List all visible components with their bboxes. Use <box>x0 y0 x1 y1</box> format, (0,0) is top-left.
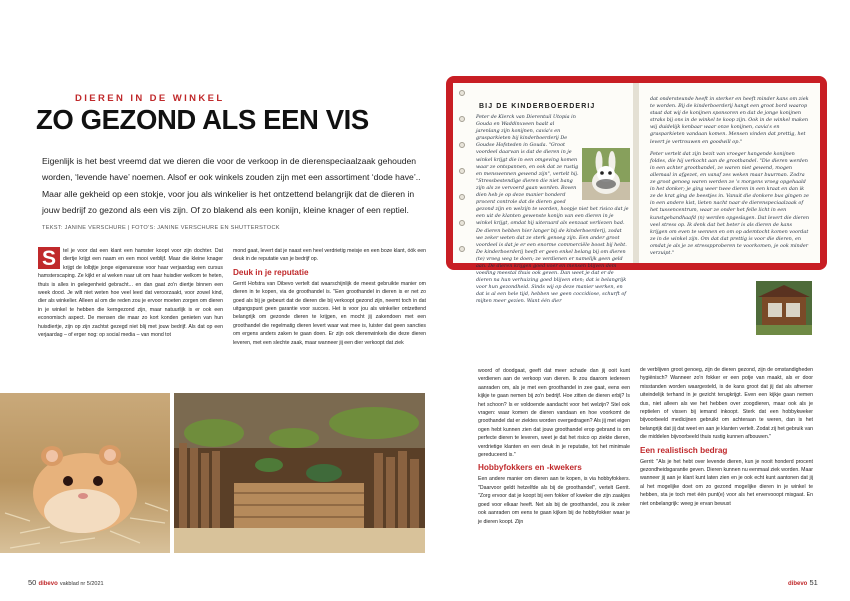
photo-credits: TEKST: JANINE VERSCHURE | FOTO'S: JANINE VERSCHURE EN SHUTTERSTOCK <box>42 225 280 231</box>
page-number: 51 <box>809 578 818 587</box>
right-folio <box>788 578 818 587</box>
spacer <box>757 277 758 278</box>
notebook-left-text <box>476 114 630 305</box>
section-kicker: DIEREN IN DE WINKEL <box>75 93 225 104</box>
sidebar-text: Peter de Klerck van Dierentuil Utopia in Gouda en Waddinxveen haalt al jarenlang zijn konijnen, cavia's en grasparkieten bij kinderboerderij De Goudse Hofsteden in Gouda. "Groot voordeel daarvan is dat de dieren in je winkel krijgt die in een omgeving komen waar ze ontspannen, en ook dat ze rustig en menswennen gewend zijn", vertelt hij. "Stressbestendige dieren die niet bang zijn als ze vervoerd gaan worden. Boven dien heb je op deze manier honderd procent controle dat de dieren goed gezond zijn en welzijn te worden, hoopje niet het risico dat je een uit de klanten gewenste konijn van een dieren in je winkel krijgt, omdat hij uiteraard als eenzaat verliezen had. De dieren hebben hier langer bij de kinderboerderij, zodat we zeker weten dat ze sterk genoeg zijn. Een ander groot voordeel is dat je er een enorme commerciële boost bij hebt. De kinderboerderij heeft er geen enkel belang bij om dieren (te) vroeg weg te doen; ze verdienen er namelijk geen geld aan. De dieren krijgen goed voer en mensen blijven dem voeding meestal thuis ook geven. Dan weet je dat er de dieren na hun verhuizing goed blijven eten; dat is belangrijk voor hun gezondheid. Sinds wij op deze manier werken, en dat is al een hele tijd, hebben we geen coccidiose, schurft of mijten meer gezien. Want één dier <box>476 114 629 305</box>
body-column-2 <box>233 247 426 347</box>
issue-label: vakblad nr 5/2021 <box>59 581 104 587</box>
left-folio <box>28 578 104 587</box>
subheading-hobbyfokkers: Hobbyfokkers en -kwekers <box>478 463 582 473</box>
article-intro: Eigenlijk is het best vreemd dat we dieren die voor de verkoop in de dierenspeciaalzaak gehouden worden, ‘levende have’ noemen. Alsof er ook winkels zouden zijn met een assortiment ‘dode have’.. Maar alle gekheid op een stokje, voor jou als winkelier is het ontzettend belangrijk dat de dieren in jouw bedrijf zo gezond als een vis zijn. Of zo blakend als een konijn, kleine knager of een reptiel. <box>42 156 421 215</box>
body-text: Gerrit: "Als je het hebt over levende dieren, kun je nooit honderd procent gezondheidsgarantie geven. Dieren kunnen nu eenmaal ziek worden. Maar wanneer jij aan je klant kunt laten zien en je ook echt kunt aantonen dat jij al het mogelijke doet om zo gezond mogelijke dieren in je winkel te hebben, sta je toch met één punt(e) voor als het ervervooopt misgaat. En niet onbelangrijk: weeg je ervan bewust <box>640 458 813 507</box>
enclosure-photo <box>174 393 425 553</box>
body-text: mond gaat, levert dat je naast een heel verdrietig meisje en een boze klant, óók een deuk in de reputatie van je bedrijf op. <box>233 248 426 263</box>
hutch-photo <box>756 281 812 335</box>
sidebar-text: dat ondersteunde heeft in sterker en heeft minder kans om ziek te worden. Bij de kinderboerderij hangt een groot bord waarop staat dat wij de konijnen sponsoren en dat de jonge konijnen straks bij ons in de winkel te koop zijn. Ook in de winkel maken wij duidelijk kenbaar waar onze konijnen, cavia's en grasparkieten vandaan komen. Mensen vinden dat prettig, het levert je vertrouwen en goodwill op." <box>650 96 809 145</box>
sidebar-heading: BIJ DE KINDERBOERDERIJ <box>479 103 596 110</box>
subheading-realistisch-bedrag: Een realistisch bedrag <box>640 445 728 455</box>
body-column-1 <box>38 247 223 339</box>
body-text: Een andere manier om dieren aan te kopen, is via hobbyfokkers. "Daarvoor geldt hetzelfde als bij de groothandel", vertelt Gerrit. "Zorg ervoor dat je koopt bij een fokker of kweker die zijn zaakjes goed voor elkaar heeft. Net als bij de groothandel, zou ik zeker ook aanraden om eens te gaan kijken bij de hobbyfokker waar je je dieren koopt. Zijn <box>478 476 630 525</box>
article-title: ZO GEZOND ALS EEN VIS <box>36 104 369 135</box>
body-column-3 <box>478 367 630 526</box>
notebook-spiral <box>459 86 467 261</box>
body-text: Gerrit Hofstra van Dibevo vertelt dat waarschijnlijk de meest gebruikte manier om dieren in te kopen, via de groothandel is. "Een groothandel in dieren is er net zo goed als bij je gebeurt dat de dieren die bij verkoopt gezond zijn, neemt toch in dat uitgangspunt geen garantie voor succes. Het is voor jou als winkelier ontzettend belangrijk om gezonde dieren te krijgen, en mocht jij zakendoen met een groothandel die regelmatig dieren levert waar wat mee is, luister dat geen sancties om ergens anders zaken te gaan doen. Er zijn ook dierenwinkels die deze dieren leveren, met een slechte zaak, maar wanneer jij een dier verkoopt dat ziek <box>233 280 426 346</box>
hamster-photo <box>0 393 170 553</box>
body-column-4 <box>640 366 813 508</box>
notebook-right-text <box>650 96 810 262</box>
drop-cap: S <box>38 247 60 269</box>
magazine-logo: dibevo <box>38 581 58 587</box>
rabbit-photo <box>582 148 630 200</box>
sidebar-text: Peter vertelt dat zijn bezit van vroeger hangende konijnen foldes, die hij verkocht aan de groothandel. "Die dieren werden in een achter groothandel, ze waren niet gewend, mogen allemaal in afgezet, en vanaf zes weken maar buurman. Zodra ze groot genoeg waren werden ze 's morgens vroeg opgehaald in het donker; je ging weer twee dieren in een kraat en dan ik ze de krat ging de beestjes in. Vanuit die donkere bus gingen ze in een andere kist, lieten nacht naar de dierenspeciaalzaak of het tussencentrum, waar ze onder het felle licht in een kunstgehandhaafd (n) werden opgeslagen. Dat levert die dieren veel stress op. Ik denk dat het beter is als dieren de kans krijgen om even te wennen en om op ademtocht komen voordat ze in de winkel zijn. Om dat dat prettig is voor die dieren, en omdat je als je ze stresspproberen te voorkomen, je ook minder verzuipt." <box>650 150 810 256</box>
page-number: 50 <box>28 578 37 587</box>
notebook-spine <box>633 83 639 263</box>
body-text: tel je voor dat een klant een hamster koopt voor zijn dochter. Dat diertje krijgt een naam en een mooi verblijf. Maar die kleine knager krijgt de lolbjtje jonge eigenaresse voor haar verjaardag een cursus hamsterscaping. Ze kijkt er al weken naar uit om haar huisdier welkom te heten, thuis is alles in gelegenheid gebracht... en dan gaat zo'n diertje binnen een week dood. Je wilt niet weten hoe veel leed dat veroorzaakt, voor zowel kind, dier als winkelier. Alleen al om die reden zou je ervoor moeten zorgen om dieren in je winkel te hebben die kerngezond zijn, maar natuurlijk is er ook een economisch aspect. De mensen die maar zo kort konden genieten van hun huisdiertje, zijn op zijn zachtst gezegd niet blij met jouw bedrijf. Als dat op een verjaardag – of erger nog: op social media – van mond tot <box>38 248 223 339</box>
magazine-logo: dibevo <box>788 581 808 587</box>
body-text: woord of doodgaat, geeft dat meer schade dan jij ooit kunt verdienen aan de verkoop van dieren. Ik zou daarom iedereen aanraden om, als je met een groothandel in zee gaat, eens een kijkje te gaan nemen bij zo'n bedrijf. Hoe zitten de dieren erbij? Is het schoon? Is er voldoende aandacht voor het welzijn? Stel ook vragen: waar komen de dieren vandaan en hoe voorkomt de groothandel dat er ziektes worden overgedragen? Als jij met eigen ogen hebt kunnen zien dat jouw groothandel erop gebrand is om perfecte dieren te leveren, weet je dat het risico op ziekte dieren, verdrietige klanten en een deuk in je reputatie, tot het minimale gereduceerd is." <box>478 368 630 459</box>
subheading-reputation: Deuk in je reputatie <box>233 267 309 277</box>
body-text: de verblijven groot genoeg, zijn de dieren gezond, zijn de omstandigheden hygiënisch? Wanneer zo'n fokker er een potje van maakt, als er door misstanden worden waargesteld, is de kans groot dat jij dat als afnemer uiteindelijk terhand in je gezicht terugkrijgt. Even een kijkje gaan nemen dus, niet alleen als we het hebben over zoogdieren, maar ook als je reptielen of vissen bij iemand inkoopt. Sterk dat een hobbykweker bijvoorbeeld medicijnen gebruikt om achteraan te weren, dan is het belangrijk dat jij dat weet en aan je klanten vertelt. Zodat zij het gebruik van die middelen bijvoorbeeld thuis rustig kunnen afbouwen." <box>640 367 813 441</box>
